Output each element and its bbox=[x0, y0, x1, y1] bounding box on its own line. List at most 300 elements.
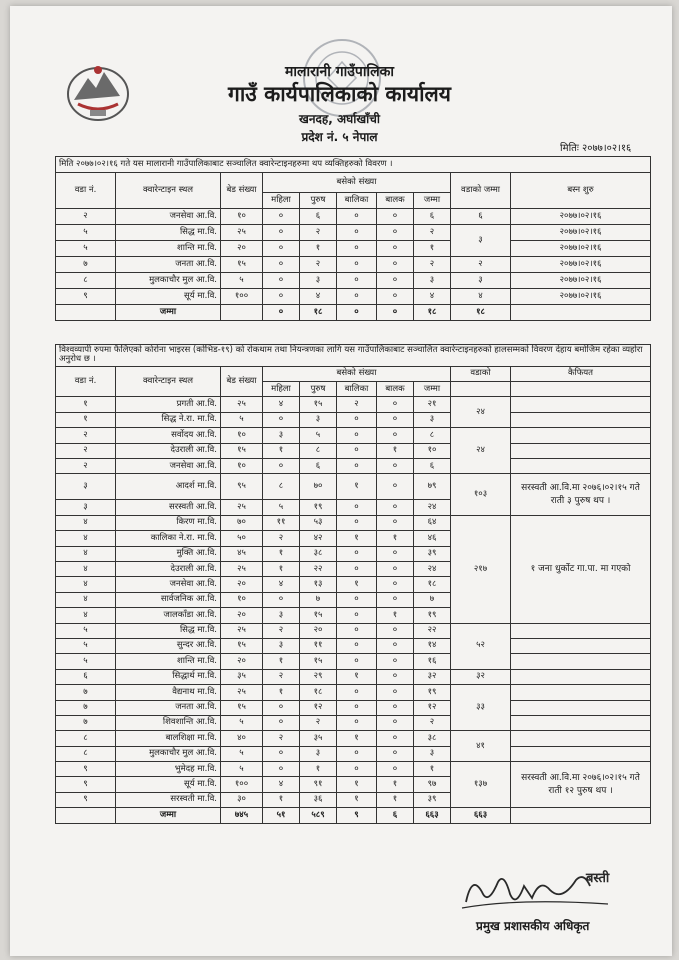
province-line: प्रदेश नं. ५ नेपाल bbox=[301, 130, 378, 144]
cell-place: सरस्वती मा.वि. bbox=[116, 792, 221, 807]
cell-ward-total: ४१ bbox=[451, 731, 511, 762]
cell-ward: ९ bbox=[56, 777, 116, 792]
col-male: पुरुष bbox=[300, 382, 337, 397]
cell-boy: ० bbox=[377, 225, 414, 241]
cell-boy: ० bbox=[377, 623, 414, 638]
cell-girl: १ bbox=[337, 777, 377, 792]
cell-place: सुन्दर आ.वि. bbox=[116, 638, 221, 653]
cell-remarks-blank bbox=[511, 669, 651, 684]
cell-total: ६ bbox=[414, 459, 451, 474]
cell-ward: ९ bbox=[56, 289, 116, 305]
total-total: ६६३ bbox=[414, 808, 451, 823]
cell-boy: ० bbox=[377, 397, 414, 412]
table-row bbox=[56, 459, 651, 474]
cell-place: मुलकाचौर मुल आ.वि. bbox=[116, 746, 221, 761]
cell-female: १ bbox=[263, 443, 300, 458]
cell-girl: ० bbox=[337, 546, 377, 561]
cell-place: देउराली आ.वि. bbox=[116, 443, 221, 458]
cell-ward-total: ४ bbox=[451, 289, 511, 305]
cell-place: शान्ति मा.वि. bbox=[116, 654, 221, 669]
cell-ward: ५ bbox=[56, 638, 116, 653]
total-girl: ० bbox=[337, 305, 377, 321]
additions-table bbox=[55, 156, 651, 321]
col-ward-total-blank bbox=[451, 382, 511, 397]
cell-ward: १ bbox=[56, 397, 116, 412]
cell-total: १ bbox=[414, 241, 451, 257]
cell-male: १५ bbox=[300, 397, 337, 412]
cell-blank bbox=[511, 305, 651, 321]
cell-remarks: सरस्वती आ.वि.मा २०७६।०२।१५ गते राती १२ पुरुष थप । bbox=[511, 762, 651, 808]
cell-beds: १० bbox=[221, 209, 263, 225]
cell-remarks-blank bbox=[511, 654, 651, 669]
cell-total: २ bbox=[414, 225, 451, 241]
cell-boy: ० bbox=[377, 700, 414, 715]
cell-beds: २० bbox=[221, 608, 263, 623]
cell-beds: २५ bbox=[221, 500, 263, 515]
cell-beds: ४५ bbox=[221, 546, 263, 561]
cell-total: ८ bbox=[414, 428, 451, 443]
cell-total: ६ bbox=[414, 209, 451, 225]
cell-male: ३ bbox=[300, 746, 337, 761]
cell-female: ० bbox=[263, 209, 300, 225]
cell-place: मुक्ति आ.वि. bbox=[116, 546, 221, 561]
cell-boy: ० bbox=[377, 715, 414, 730]
cell-female: १ bbox=[263, 685, 300, 700]
cell-girl: १ bbox=[337, 792, 377, 807]
col-beds: बेड संख्या bbox=[221, 366, 263, 397]
cell-male: ८ bbox=[300, 443, 337, 458]
cell-ward: ९ bbox=[56, 792, 116, 807]
cell-beds: ३० bbox=[221, 792, 263, 807]
cell-male: ३५ bbox=[300, 731, 337, 746]
cell-remarks-blank bbox=[511, 412, 651, 427]
cell-girl: ० bbox=[337, 428, 377, 443]
cell-blank bbox=[511, 808, 651, 823]
municipality-name: मालारानी गाउँपालिका bbox=[285, 64, 394, 80]
cell-male: ७० bbox=[300, 474, 337, 500]
cell-boy: ० bbox=[377, 500, 414, 515]
cell-girl: ० bbox=[337, 209, 377, 225]
col-female: महिला bbox=[263, 193, 300, 209]
cell-boy: १ bbox=[377, 777, 414, 792]
cell-total: ३ bbox=[414, 273, 451, 289]
cell-ward: ४ bbox=[56, 592, 116, 607]
cell-remarks-blank bbox=[511, 746, 651, 761]
cell-ward: ९ bbox=[56, 762, 116, 777]
cell-beds: २० bbox=[221, 241, 263, 257]
cell-place: जनसेवा आ.वि. bbox=[116, 459, 221, 474]
col-total: जम्मा bbox=[414, 382, 451, 397]
cell-girl: ० bbox=[337, 762, 377, 777]
cell-place: आदर्श मा.वि. bbox=[116, 474, 221, 500]
total-male: ५८९ bbox=[300, 808, 337, 823]
cell-total: १२ bbox=[414, 700, 451, 715]
cell-girl: ० bbox=[337, 412, 377, 427]
cell-girl: ० bbox=[337, 638, 377, 653]
cell-male: २ bbox=[300, 715, 337, 730]
cell-ward: २ bbox=[56, 428, 116, 443]
cell-ward-total: ३ bbox=[451, 225, 511, 257]
table-row bbox=[56, 412, 651, 427]
cell-beds: १५ bbox=[221, 257, 263, 273]
cell-beds: २० bbox=[221, 577, 263, 592]
col-place: क्वारेन्टाइन स्थल bbox=[116, 173, 221, 209]
cell-beds: २५ bbox=[221, 225, 263, 241]
cell-ward: ४ bbox=[56, 515, 116, 530]
cell-place: किरण मा.वि. bbox=[116, 515, 221, 530]
cell-boy: ० bbox=[377, 515, 414, 530]
cell-boy: १ bbox=[377, 443, 414, 458]
cell-remarks-blank bbox=[511, 731, 651, 746]
cell-ward: ५ bbox=[56, 241, 116, 257]
table-row bbox=[56, 397, 651, 412]
cell-place: जनसेवा आ.वि. bbox=[116, 577, 221, 592]
col-ward: वडा नं. bbox=[56, 366, 116, 397]
cell-girl: ० bbox=[337, 241, 377, 257]
cell-ward-total: १०३ bbox=[451, 474, 511, 515]
cell-place: सर्वोदय आ.वि. bbox=[116, 428, 221, 443]
summary-table bbox=[55, 344, 651, 824]
cell-girl: ० bbox=[337, 561, 377, 576]
cell-boy: ० bbox=[377, 428, 414, 443]
cell-beds: १०० bbox=[221, 289, 263, 305]
cell-total: १८ bbox=[414, 577, 451, 592]
cell-beds: २५ bbox=[221, 685, 263, 700]
cell-ward: ५ bbox=[56, 225, 116, 241]
cell-remarks-blank bbox=[511, 623, 651, 638]
cell-female: ११ bbox=[263, 515, 300, 530]
cell-beds: १५ bbox=[221, 443, 263, 458]
cell-start: २०७७।०२।१६ bbox=[511, 241, 651, 257]
table-row bbox=[56, 669, 651, 684]
cell-female: ३ bbox=[263, 638, 300, 653]
cell-boy: ० bbox=[377, 592, 414, 607]
cell-female: २ bbox=[263, 669, 300, 684]
cell-ward: ३ bbox=[56, 474, 116, 500]
cell-beds: ९५ bbox=[221, 474, 263, 500]
total-boy: ० bbox=[377, 305, 414, 321]
cell-male: २० bbox=[300, 623, 337, 638]
cell-ward-total: २४ bbox=[451, 428, 511, 474]
cell-beds: १५ bbox=[221, 638, 263, 653]
cell-boy: ० bbox=[377, 412, 414, 427]
cell-ward: ७ bbox=[56, 700, 116, 715]
cell-place: प्रगती आ.वि. bbox=[116, 397, 221, 412]
total-female: ५१ bbox=[263, 808, 300, 823]
total-beds: ७४५ bbox=[221, 808, 263, 823]
total-girl: ९ bbox=[337, 808, 377, 823]
cell-ward: ७ bbox=[56, 257, 116, 273]
cell-total: २ bbox=[414, 715, 451, 730]
col-boy: बालक bbox=[377, 382, 414, 397]
cell-male: ५३ bbox=[300, 515, 337, 530]
cell-start: २०७७।०२।१६ bbox=[511, 273, 651, 289]
cell-place: शिवशान्ति आ.वि. bbox=[116, 715, 221, 730]
table-row bbox=[56, 474, 651, 500]
cell-male: १ bbox=[300, 241, 337, 257]
cell-boy: १ bbox=[377, 531, 414, 546]
cell-total: ३ bbox=[414, 746, 451, 761]
table-note-row bbox=[56, 345, 651, 367]
cell-boy: ० bbox=[377, 273, 414, 289]
cell-female: २ bbox=[263, 623, 300, 638]
cell-girl: ० bbox=[337, 715, 377, 730]
cell-start: २०७७।०२।१६ bbox=[511, 289, 651, 305]
cell-remarks: सरस्वती आ.वि.मा २०७६।०२।१५ गते राती ३ पुरुष थप । bbox=[511, 474, 651, 515]
cell-girl: ० bbox=[337, 685, 377, 700]
cell-total: २१ bbox=[414, 397, 451, 412]
cell-male: ६ bbox=[300, 209, 337, 225]
cell-place: देउराली आ.वि. bbox=[116, 561, 221, 576]
cell-ward-total: २ bbox=[451, 257, 511, 273]
cell-male: १३ bbox=[300, 577, 337, 592]
cell-female: ० bbox=[263, 225, 300, 241]
cell-girl: ० bbox=[337, 459, 377, 474]
total-row bbox=[56, 305, 651, 321]
cell-female: १ bbox=[263, 792, 300, 807]
col-remarks-blank bbox=[511, 382, 651, 397]
signature-image bbox=[458, 868, 618, 912]
cell-female: ० bbox=[263, 459, 300, 474]
cell-male: १ bbox=[300, 762, 337, 777]
table-row bbox=[56, 225, 651, 241]
cell-female: ४ bbox=[263, 397, 300, 412]
cell-blank bbox=[56, 808, 116, 823]
table-row bbox=[56, 623, 651, 638]
cell-male: १५ bbox=[300, 608, 337, 623]
cell-place: सिद्ध मा.वि. bbox=[116, 225, 221, 241]
cell-start: २०७७।०२।१६ bbox=[511, 257, 651, 273]
cell-male: ३८ bbox=[300, 546, 337, 561]
cell-ward: ५ bbox=[56, 654, 116, 669]
cell-boy: १ bbox=[377, 608, 414, 623]
cell-ward-total: २४ bbox=[451, 397, 511, 428]
cell-beds: ७० bbox=[221, 515, 263, 530]
total-label: जम्मा bbox=[116, 808, 221, 823]
table-row bbox=[56, 443, 651, 458]
cell-girl: ० bbox=[337, 225, 377, 241]
cell-female: ० bbox=[263, 715, 300, 730]
cell-total: १९ bbox=[414, 685, 451, 700]
cell-female: ० bbox=[263, 241, 300, 257]
cell-female: ० bbox=[263, 257, 300, 273]
cell-girl: ० bbox=[337, 608, 377, 623]
cell-remarks-blank bbox=[511, 443, 651, 458]
total-boy: ६ bbox=[377, 808, 414, 823]
cell-ward: ६ bbox=[56, 669, 116, 684]
cell-beds: १० bbox=[221, 428, 263, 443]
cell-ward: ४ bbox=[56, 608, 116, 623]
total-male: १८ bbox=[300, 305, 337, 321]
col-girl: बालिका bbox=[337, 193, 377, 209]
cell-boy: ० bbox=[377, 459, 414, 474]
cell-ward: ७ bbox=[56, 715, 116, 730]
cell-male: ६ bbox=[300, 459, 337, 474]
cell-total: २ bbox=[414, 257, 451, 273]
cell-place: सिद्ध ने.रा. मा.वि. bbox=[116, 412, 221, 427]
cell-beds: ५ bbox=[221, 746, 263, 761]
cell-remarks-blank bbox=[511, 397, 651, 412]
cell-girl: ० bbox=[337, 654, 377, 669]
cell-male: ३ bbox=[300, 273, 337, 289]
svg-text:बस्ती: बस्ती bbox=[586, 871, 610, 886]
cell-girl: ० bbox=[337, 273, 377, 289]
cell-ward: ४ bbox=[56, 577, 116, 592]
cell-ward: ८ bbox=[56, 731, 116, 746]
cell-girl: ० bbox=[337, 289, 377, 305]
cell-boy: १ bbox=[377, 792, 414, 807]
office-title: गाउँ कार्यपालिकाको कार्यालय bbox=[228, 82, 451, 106]
cell-girl: १ bbox=[337, 474, 377, 500]
table-row bbox=[56, 731, 651, 746]
cell-place: सरस्वती आ.वि. bbox=[116, 500, 221, 515]
table-row bbox=[56, 746, 651, 761]
cell-remarks-blank bbox=[511, 715, 651, 730]
table-row bbox=[56, 715, 651, 730]
cell-total: २४ bbox=[414, 500, 451, 515]
cell-girl: ० bbox=[337, 592, 377, 607]
cell-ward-total: २१७ bbox=[451, 515, 511, 623]
total-ward_total: ६६३ bbox=[451, 808, 511, 823]
cell-boy: ० bbox=[377, 577, 414, 592]
cell-ward-total: ५२ bbox=[451, 623, 511, 669]
cell-ward: १ bbox=[56, 412, 116, 427]
col-staying: बसेको संख्या bbox=[263, 173, 451, 193]
cell-place: सूर्य मा.वि. bbox=[116, 777, 221, 792]
cell-girl: २ bbox=[337, 397, 377, 412]
cell-beds: ५ bbox=[221, 715, 263, 730]
cell-female: ३ bbox=[263, 428, 300, 443]
col-male: पुरुष bbox=[300, 193, 337, 209]
cell-boy: ० bbox=[377, 546, 414, 561]
table-row bbox=[56, 209, 651, 225]
cell-female: ४ bbox=[263, 577, 300, 592]
cell-total: ७९ bbox=[414, 474, 451, 500]
cell-total: ३९ bbox=[414, 546, 451, 561]
table-note: विश्वव्यापी रुपमा फैलिएको कोरोना भाइरस (कोभिड-१९) को रोकथाम तथा नियन्त्रणका लागि यस गाउँपालिकाबाट सञ्चालित क्वारेन्टाइनहरुको हालसम्मको विवरण देहाय बमोजिम रहेका व्यहोरा अनुरोध छ । bbox=[56, 345, 651, 367]
cell-total: २२ bbox=[414, 623, 451, 638]
cell-boy: ० bbox=[377, 762, 414, 777]
col-ward-total: वडाको जम्मा bbox=[451, 173, 511, 209]
cell-boy: ० bbox=[377, 731, 414, 746]
cell-place: जालकाँडा आ.वि. bbox=[116, 608, 221, 623]
cell-start: २०७७।०२।१६ bbox=[511, 225, 651, 241]
cell-boy: ० bbox=[377, 685, 414, 700]
cell-remarks: १ जना धुर्कोट गा.पा. मा गएको bbox=[511, 515, 651, 623]
cell-girl: १ bbox=[337, 577, 377, 592]
cell-remarks-blank bbox=[511, 685, 651, 700]
cell-total: १९ bbox=[414, 608, 451, 623]
col-girl: बालिका bbox=[337, 382, 377, 397]
total-row bbox=[56, 808, 651, 823]
cell-place: बालशिक्षा मा.वि. bbox=[116, 731, 221, 746]
total-total: १८ bbox=[414, 305, 451, 321]
cell-total: ३ bbox=[414, 412, 451, 427]
total-ward_total: १८ bbox=[451, 305, 511, 321]
cell-female: ० bbox=[263, 762, 300, 777]
cell-ward-total: १३७ bbox=[451, 762, 511, 808]
col-boy: बालक bbox=[377, 193, 414, 209]
cell-girl: ० bbox=[337, 623, 377, 638]
cell-boy: ० bbox=[377, 638, 414, 653]
cell-ward: ४ bbox=[56, 561, 116, 576]
cell-ward: २ bbox=[56, 209, 116, 225]
cell-place: शान्ति मा.वि. bbox=[116, 241, 221, 257]
col-ward: वडा नं. bbox=[56, 173, 116, 209]
cell-ward: ४ bbox=[56, 546, 116, 561]
cell-beds: ५ bbox=[221, 762, 263, 777]
cell-male: १५ bbox=[300, 654, 337, 669]
col-female: महिला bbox=[263, 382, 300, 397]
cell-female: ० bbox=[263, 412, 300, 427]
cell-girl: ० bbox=[337, 515, 377, 530]
cell-beds: १० bbox=[221, 459, 263, 474]
cell-place: जनसेवा आ.वि. bbox=[116, 209, 221, 225]
cell-ward: २ bbox=[56, 459, 116, 474]
cell-male: ३६ bbox=[300, 792, 337, 807]
cell-ward: ३ bbox=[56, 500, 116, 515]
cell-ward: ७ bbox=[56, 685, 116, 700]
cell-total: ७ bbox=[414, 592, 451, 607]
cell-girl: १ bbox=[337, 669, 377, 684]
cell-girl: ० bbox=[337, 746, 377, 761]
cell-male: २२ bbox=[300, 561, 337, 576]
cell-ward-total: ३२ bbox=[451, 669, 511, 684]
cell-ward: ५ bbox=[56, 623, 116, 638]
cell-beds: १५ bbox=[221, 700, 263, 715]
cell-total: १६ bbox=[414, 654, 451, 669]
cell-girl: १ bbox=[337, 731, 377, 746]
cell-beds: ४० bbox=[221, 731, 263, 746]
cell-male: ७ bbox=[300, 592, 337, 607]
cell-beds: ५ bbox=[221, 273, 263, 289]
table-row bbox=[56, 685, 651, 700]
cell-beds: ५ bbox=[221, 412, 263, 427]
cell-male: १२ bbox=[300, 700, 337, 715]
cell-remarks-blank bbox=[511, 428, 651, 443]
cell-total: १४ bbox=[414, 638, 451, 653]
cell-remarks-blank bbox=[511, 700, 651, 715]
cell-total: १ bbox=[414, 762, 451, 777]
col-start: बस्न शुरु bbox=[511, 173, 651, 209]
cell-girl: ० bbox=[337, 500, 377, 515]
cell-male: ४२ bbox=[300, 531, 337, 546]
cell-male: ३ bbox=[300, 412, 337, 427]
cell-total: ३९ bbox=[414, 792, 451, 807]
document-date: मितिः २०७७।०२।१६ bbox=[560, 143, 632, 154]
cell-place: सार्वजनिक आ.वि. bbox=[116, 592, 221, 607]
cell-female: ३ bbox=[263, 608, 300, 623]
cell-boy: ० bbox=[377, 209, 414, 225]
cell-boy: ० bbox=[377, 746, 414, 761]
cell-female: १ bbox=[263, 561, 300, 576]
cell-female: ० bbox=[263, 746, 300, 761]
cell-total: २४ bbox=[414, 561, 451, 576]
table-row bbox=[56, 700, 651, 715]
cell-male: २ bbox=[300, 225, 337, 241]
cell-place: कालिका ने.रा. मा.वि. bbox=[116, 531, 221, 546]
cell-total: १० bbox=[414, 443, 451, 458]
table-row bbox=[56, 257, 651, 273]
cell-ward: ८ bbox=[56, 273, 116, 289]
cell-male: ९१ bbox=[300, 777, 337, 792]
cell-total: ४ bbox=[414, 289, 451, 305]
table-row bbox=[56, 654, 651, 669]
cell-ward: २ bbox=[56, 443, 116, 458]
cell-remarks-blank bbox=[511, 638, 651, 653]
cell-beds: ३५ bbox=[221, 669, 263, 684]
total-label: जम्मा bbox=[116, 305, 221, 321]
